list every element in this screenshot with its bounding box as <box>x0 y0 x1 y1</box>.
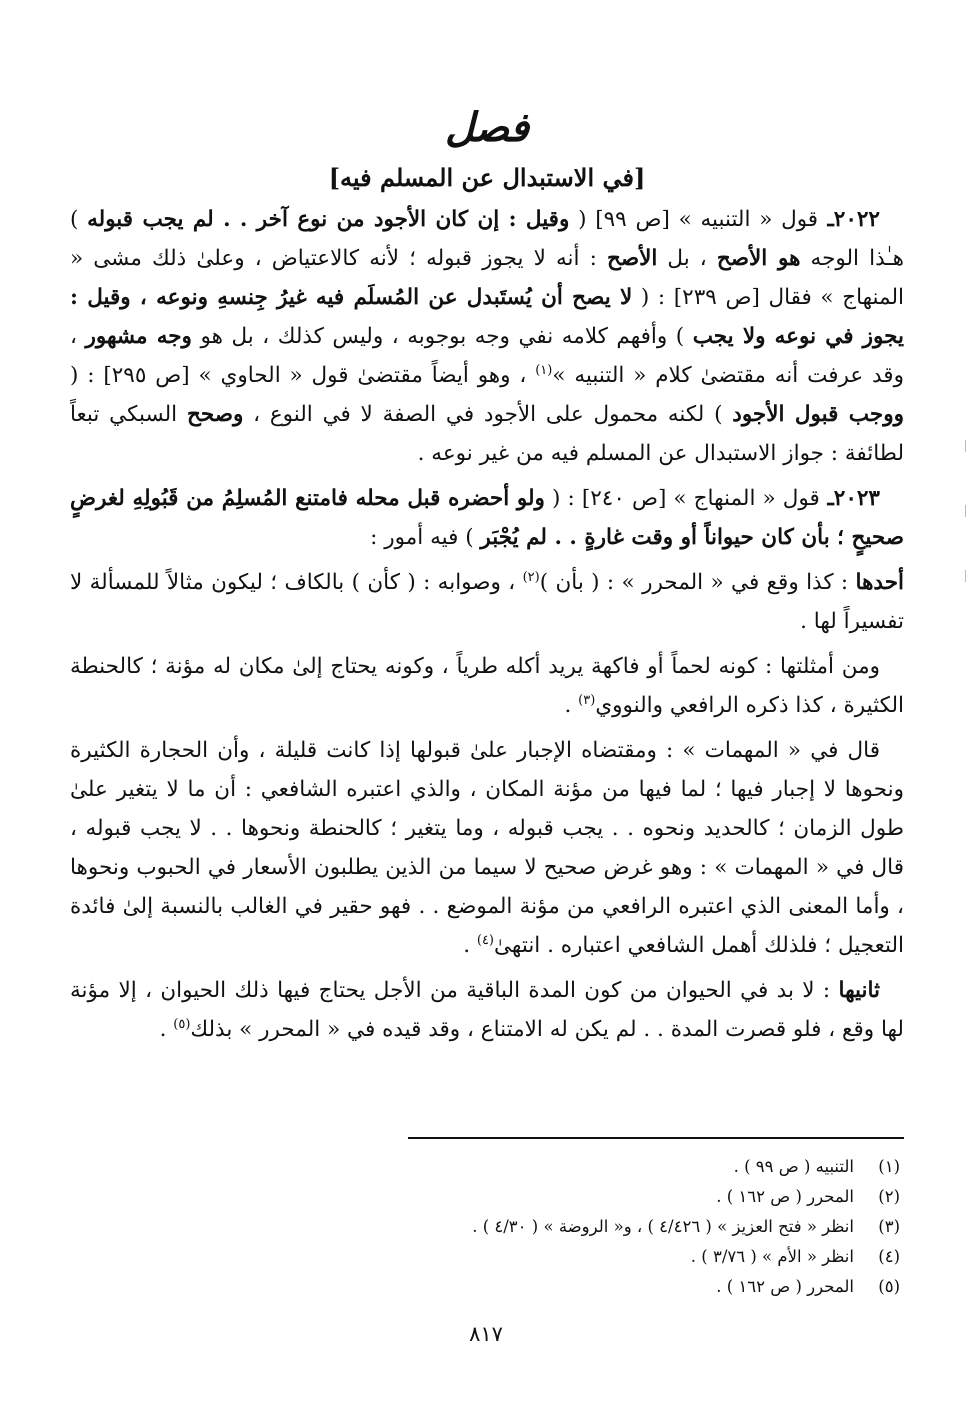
text-segment: : لا بد في الحيوان من كون المدة الباقية من الأجل يحتاج فيها ذلك الحيوان ، إلا مؤنة لها وقع ، فلو قصرت المدة . . لم يكن له الامتناع ، وقد قيده في « المحرر » بذلك <box>70 978 904 1042</box>
text-segment: ، وقد عرفت أنه مقتضىٰ كلام « التنبيه » <box>70 324 904 388</box>
bold-text: ولو أحضره قبل محله فامتنع المُسلِمُ من قَبُولِهِ لغرضٍ صحيحٍ ؛ بأن كان حيواناً أو وقت غارةٍ . . لم يُجْبَر <box>70 486 904 550</box>
text-segment: ) فيه أمور : <box>370 525 481 550</box>
text-segment: قول « التنبيه » [ص ٩٩] ( <box>569 207 819 232</box>
text-segment: السبكي تبعاً لطائفة : جواز الاستبدال عن المسلم فيه من غير نوعه . <box>70 402 904 466</box>
footnote-number: (٥) <box>878 1277 900 1296</box>
bold-text: وصحح <box>186 402 244 427</box>
text-segment: . <box>159 1017 174 1042</box>
paragraph <box>70 647 904 725</box>
footnote-ref: (٥) <box>173 1016 191 1032</box>
text-segment: ، وهو أيضاً مقتضىٰ قول « الحاوي » [ص ٢٩٥] : ( <box>70 363 536 388</box>
footnote-text: التنبيه ( ص ٩٩ ) . <box>733 1157 854 1176</box>
section-subtitle: [في الاستبدال عن المسلم فيه] <box>328 163 646 192</box>
footnote-divider <box>408 1137 904 1139</box>
paragraph <box>70 971 904 1049</box>
footnote-ref: (٣) <box>578 692 596 708</box>
text-segment: : كذا وقع في « المحرر » : ( بأن ) <box>539 570 856 595</box>
footnote <box>70 1212 900 1242</box>
footnote-text: انظر « الأم » ( ٣/٧٦ ) . <box>690 1247 854 1266</box>
scan-edge-mark <box>965 440 966 452</box>
text-segment: قال في « المهمات » : ومقتضاه الإجبار علىٰ قبولها إذا كانت قليلة ، وأن الحجارة الكثيرة ونحوها لا إجبار فيها ؛ لما فيها من مؤنة المكان ، والذي اعتبره الشافعي : أن ما لا يتغير علىٰ طول الزمان ؛ كالحديد ونحوه . . يجب قبوله ، وما يتغير ؛ كالحنطة ونحوها . . لا يجب قبوله ، قال في « المهمات » : وهو غرض صحيح لا سيما من الذين يطلبون الأسعار في الحبوب ونحوها ، وأما المعنى الذي اعتبره الرافعي من مؤنة الموضع . . فهو حقير في الغالب بالنسبة إلىٰ فائدة التعجيل ؛ فلذلك أهمل الشافعي اعتباره . انتهىٰ <box>70 738 904 958</box>
paragraph <box>70 200 904 473</box>
bold-text: ووجب قبول الأجود <box>732 402 904 427</box>
page-number: ٨١٧ <box>469 1322 503 1346</box>
bold-text: لا يصح أن يُستَبدل عن المُسلَم فيه غيرُ جِنسهِ ونوعه ، وقيل : يجوز في نوعه ولا يجب <box>70 285 904 349</box>
paragraph <box>70 563 904 641</box>
text-segment: ) وأفهم كلامه نفي وجه بوجوبه ، وليس كذلك ، بل هو <box>191 324 693 349</box>
footnote <box>70 1242 900 1272</box>
scan-edge-mark <box>965 505 966 517</box>
text-segment: : أنه لا يجوز قبوله ؛ لأنه كالاعتياض ، وعلىٰ ذلك مشى « المنهاج » فقال [ص ٢٣٩] : ( <box>70 246 904 310</box>
text-segment: . <box>564 693 579 718</box>
text-segment: قول « المنهاج » [ص ٢٤٠] : ( <box>544 486 820 511</box>
text-segment: ) لكنه محمول على الأجود في الصفة لا في النوع ، <box>243 402 733 427</box>
footnote-text: انظر « فتح العزيز » ( ٤/٤٢٦ ) ، و« الروضة » ( ٤/٣٠ ) . <box>472 1217 854 1236</box>
text-segment: ) هـٰذا الوجه <box>70 207 905 271</box>
main-text <box>70 200 904 1049</box>
scan-edge-mark <box>965 570 966 582</box>
bold-text: ٢٠٢٣ـ <box>819 486 880 511</box>
paragraph <box>70 479 904 557</box>
bold-text: وقيل : إن كان الأجود من نوع آخر . . لم يجب قبوله <box>87 207 570 232</box>
bold-text: وجه مشهور <box>85 324 192 349</box>
footnote-text: المحرر ( ص ١٦٢ ) . <box>716 1187 854 1206</box>
footnote <box>70 1182 900 1212</box>
footnote-text: المحرر ( ص ١٦٢ ) . <box>716 1277 854 1296</box>
footnotes <box>70 1152 900 1302</box>
footnote-number: (١) <box>878 1157 900 1176</box>
bold-text: ثانيها <box>838 978 880 1003</box>
section-heading: فصل <box>444 104 530 151</box>
footnote-ref: (٤) <box>476 932 494 948</box>
bold-text: الأصح <box>606 246 658 271</box>
bold-text: هو الأصح <box>716 246 801 271</box>
bold-text: أحدها <box>855 570 904 595</box>
footnote-number: (٣) <box>878 1217 900 1236</box>
paragraph <box>70 731 904 965</box>
footnote-ref: (٢) <box>522 569 540 585</box>
text-segment: . <box>463 933 477 958</box>
footnote <box>70 1272 900 1302</box>
footnote <box>70 1152 900 1182</box>
text-segment: ، بل <box>657 246 717 271</box>
text-segment: ومن أمثلتها : كونه لحماً أو فاكهة يريد أكله طرياً ، وكونه يحتاج إلىٰ مكان له مؤنة ؛ كالحنطة الكثيرة ، كذا ذكره الرافعي والنووي <box>70 654 904 718</box>
footnote-number: (٤) <box>878 1247 900 1266</box>
footnote-number: (٢) <box>878 1187 900 1206</box>
bold-text: ٢٠٢٢ـ <box>818 207 880 232</box>
text-segment: ، وصوابه : ( كأن ) بالكاف ؛ ليكون مثالاً للمسألة لا تفسيراً لها . <box>70 570 904 634</box>
page-body <box>70 100 904 1055</box>
footnote-ref: (١) <box>535 362 553 378</box>
